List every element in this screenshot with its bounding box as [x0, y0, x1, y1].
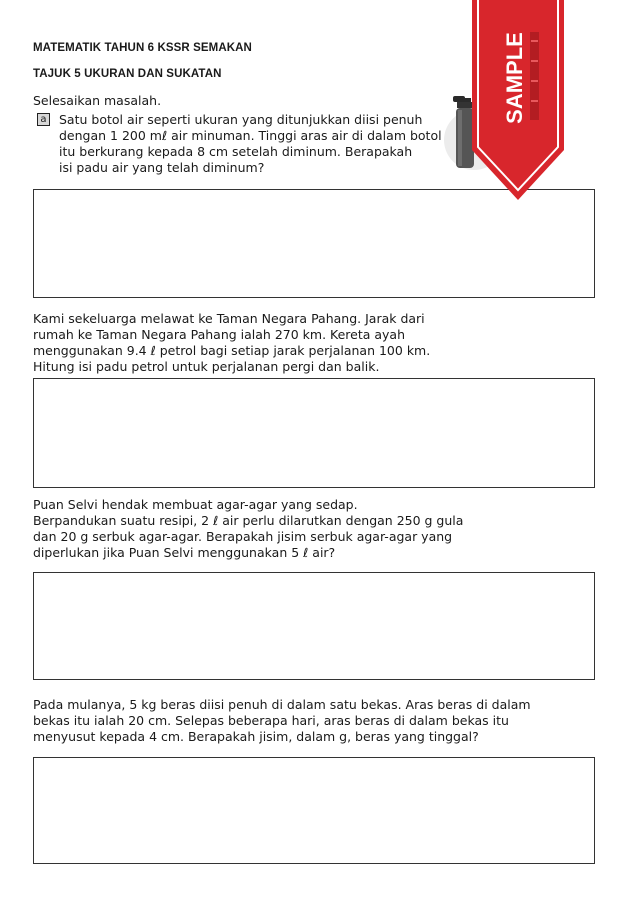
question-label: a [37, 113, 50, 126]
topic-title: TAJUK 5 UKURAN DAN SUKATAN [33, 68, 222, 80]
badge-text: SAMPLE [502, 32, 527, 124]
answer-box[interactable] [33, 378, 595, 488]
question-3-text [33, 497, 463, 561]
subject-title: MATEMATIK TAHUN 6 KSSR SEMAKAN [33, 42, 252, 54]
question-line: diperlukan jika Puan Selvi menggunakan 5 ℓ air? [33, 545, 336, 560]
sample-ribbon-badge [472, 0, 564, 200]
instruction-text: Selesaikan masalah. [33, 93, 162, 108]
answer-box[interactable] [33, 572, 595, 680]
question-line: Hitung isi padu petrol untuk perjalanan pergi dan balik. [33, 359, 380, 374]
question-line: itu berkurang kepada 8 cm setelah diminum. Berapakah [59, 144, 413, 159]
question-2-text [33, 311, 430, 375]
question-line: menggunakan 9.4 ℓ petrol bagi setiap jarak perjalanan 100 km. [33, 343, 431, 358]
question-line: isi padu air yang telah diminum? [59, 160, 265, 175]
question-line: bekas itu ialah 20 cm. Selepas beberapa hari, aras beras di dalam bekas itu [33, 713, 509, 728]
answer-box[interactable] [33, 189, 595, 298]
question-line: Berpandukan suatu resipi, 2 ℓ air perlu dilarutkan dengan 250 g gula [33, 513, 464, 528]
question-line: dengan 1 200 mℓ air minuman. Tinggi aras air di dalam botol [59, 128, 442, 143]
answer-box[interactable] [33, 757, 595, 864]
question-line: Pada mulanya, 5 kg beras diisi penuh di dalam satu bekas. Aras beras di dalam [33, 697, 531, 712]
question-line: Puan Selvi hendak membuat agar-agar yang sedap. [33, 497, 358, 512]
question-line: Satu botol air seperti ukuran yang ditunjukkan diisi penuh [59, 112, 423, 127]
question-4-text [33, 697, 531, 745]
question-line: menyusut kepada 4 cm. Berapakah jisim, dalam g, beras yang tinggal? [33, 729, 479, 744]
ribbon-icon [472, 0, 564, 200]
question-line: Kami sekeluarga melawat ke Taman Negara Pahang. Jarak dari [33, 311, 425, 326]
question-1-text [59, 112, 442, 176]
question-line: rumah ke Taman Negara Pahang ialah 270 km. Kereta ayah [33, 327, 406, 342]
question-line: dan 20 g serbuk agar-agar. Berapakah jisim serbuk agar-agar yang [33, 529, 453, 544]
